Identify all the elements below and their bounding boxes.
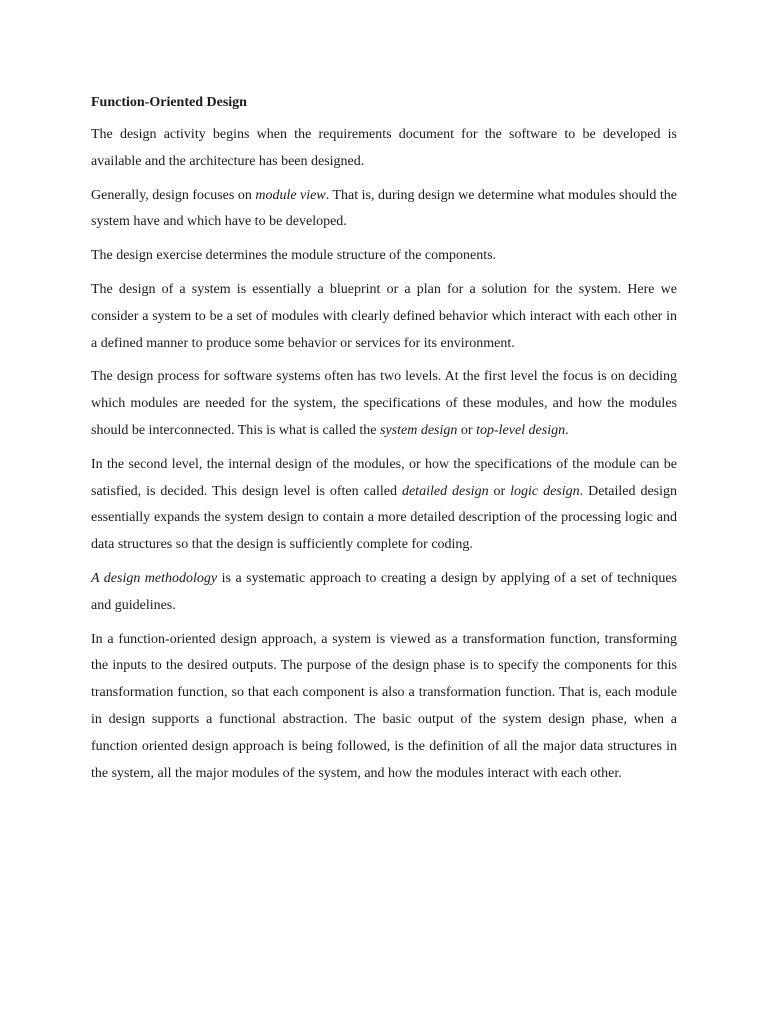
text-run: The design process for software systems often has two levels. At the first level the focus is on deciding which modules are needed for the system, the specifications of these modules, and how the modules should be interconnected. This is what is called the bbox=[91, 369, 677, 438]
emphasized-term: logic design bbox=[510, 483, 580, 499]
text-run: is a systematic approach to creating a design by applying of a set of techniques and guidelines. bbox=[91, 570, 677, 613]
emphasized-term: system design bbox=[380, 422, 458, 438]
paragraph bbox=[91, 452, 677, 559]
text-run: Generally, design focuses on bbox=[91, 187, 256, 203]
text-run: or bbox=[488, 483, 511, 499]
paragraph bbox=[91, 243, 677, 270]
paragraph bbox=[91, 122, 677, 176]
text-run: In the second level, the internal design of the modules, or how the specifications of the module can be satisfied, is decided. This design level is often called bbox=[91, 456, 677, 499]
paragraph bbox=[91, 364, 677, 444]
text-run: The design activity begins when the requirements document for the software to be developed is available and the architecture has been designed. bbox=[91, 127, 677, 169]
paragraph bbox=[91, 183, 677, 237]
emphasized-term: top-level design bbox=[476, 422, 566, 438]
text-run: The design exercise determines the module structure of the components. bbox=[91, 248, 497, 264]
text-run: In a function-oriented design approach, a system is viewed as a transformation function, transforming the inputs to the desired outputs. The purpose of the design phase is to specify the components for this transformation function, so that each component is also a transformation function. That is, each module in design supports a functional abstraction. The basic output of the system design phase, when a function oriented design approach is being followed, is the definition of all the major data structures in the system, all the major modules of the system, and how the modules interact with each other. bbox=[91, 631, 677, 781]
text-run: The design of a system is essentially a blueprint or a plan for a solution for the system. Here we consider a system to be a set of modules with clearly defined behavior which interact with each other in a defined manner to produce some behavior or services for its environment. bbox=[91, 281, 677, 351]
paragraph bbox=[91, 277, 677, 357]
paragraph bbox=[91, 566, 677, 620]
text-run: . Detailed design essentially expands the system design to contain a more detailed description of the processing logic and data structures so that the design is sufficiently complete for coding. bbox=[91, 483, 678, 553]
text-run: or bbox=[457, 422, 477, 438]
emphasized-term: module view bbox=[255, 187, 326, 203]
text-run: . That is, during design we determine what modules should the system have and which have to be developed. bbox=[91, 187, 677, 230]
text-run: . bbox=[565, 422, 569, 438]
paragraph bbox=[91, 627, 677, 788]
emphasized-term: A design methodology bbox=[91, 570, 218, 586]
document-title: Function-Oriented Design bbox=[91, 95, 247, 110]
document-page bbox=[91, 92, 677, 794]
paragraph-list bbox=[91, 122, 677, 787]
emphasized-term: detailed design bbox=[401, 483, 489, 499]
